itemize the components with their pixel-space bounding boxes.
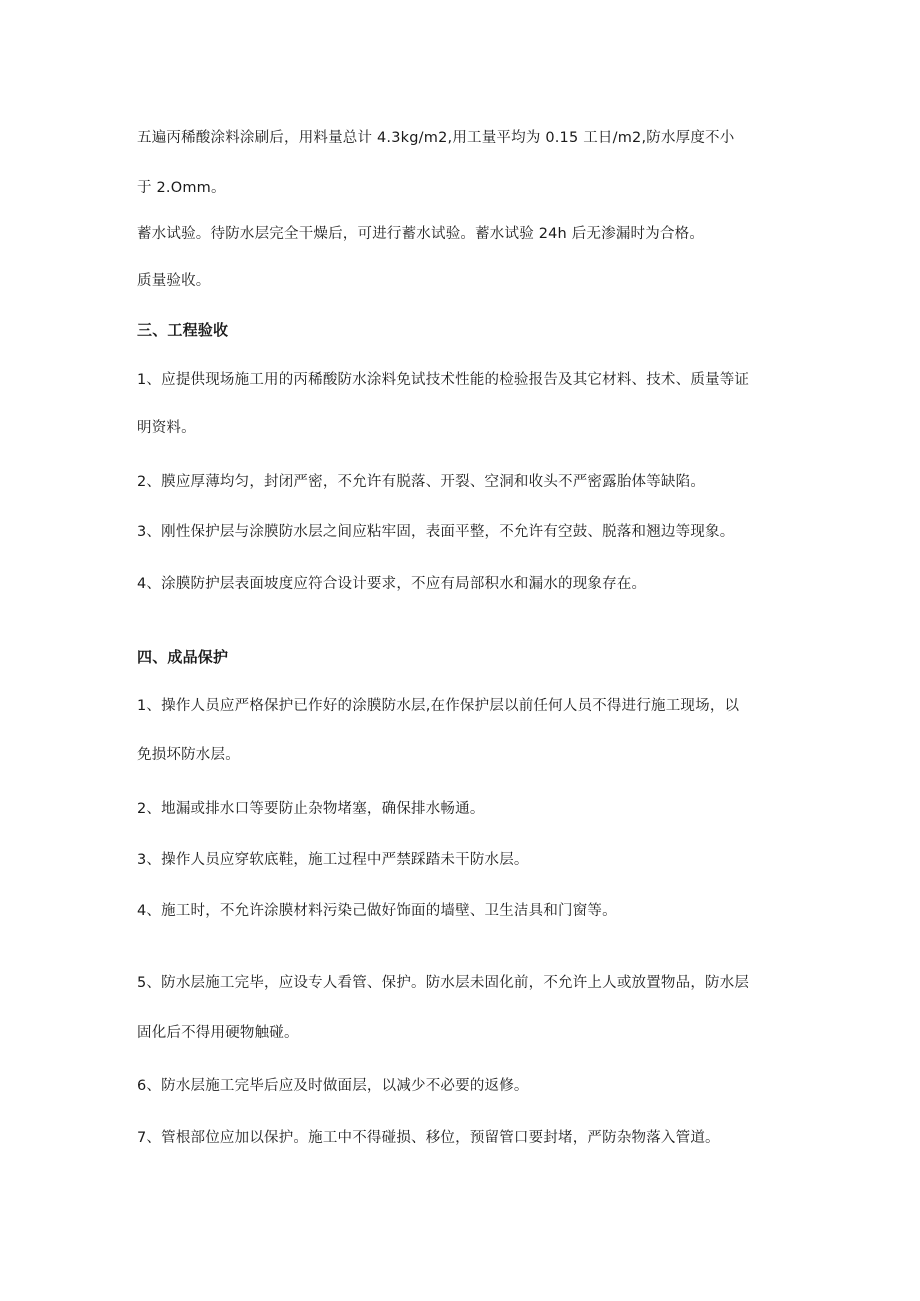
section-4-title: 四、成品保护: [137, 648, 229, 666]
intro-line-2: 于 2.Omm。: [137, 180, 226, 196]
section-3-title: 三、工程验收: [137, 321, 229, 339]
section-4-item-1-line-2: 免损坏防水层。: [137, 747, 240, 763]
section-4-item-6: 6、防水层施工完毕后应及时做面层，以减少不必要的返修。: [137, 1078, 529, 1094]
section-4-item-7: 7、管根部位应加以保护。施工中不得碰损、移位，预留管口要封堵，严防杂物落入管道。: [137, 1130, 720, 1146]
water-test-text: 蓄水试验。待防水层完全干燥后，可进行蓄水试验。蓄水试验 24h 后无渗漏时为合格。: [137, 226, 705, 242]
section-4-item-4: 4、施工时，不允许涂膜材料污染己做好饰面的墙壁、卫生洁具和门窗等。: [137, 903, 617, 919]
section-4-item-5-line-1: 5、防水层施工完毕，应设专人看管、保护。防水层未固化前，不允许上人或放置物品，防水层: [137, 975, 750, 991]
section-3-item-2: 2、膜应厚薄均匀，封闭严密，不允许有脱落、开裂、空洞和收头不严密露胎体等缺陷。: [137, 474, 706, 490]
section-3-item-1-line-1: 1、应提供现场施工用的丙稀酸防水涂料免试技术性能的检验报告及其它材料、技术、质量等证: [137, 372, 750, 388]
intro-line-1: 五遍丙稀酸涂料涂刷后，用料量总计 4.3kg/m2,用工量平均为 0.15 工日/m2,防水厚度不小: [137, 130, 735, 146]
quality-text: 质量验收。: [137, 273, 211, 289]
section-4-item-3: 3、操作人员应穿软底鞋，施工过程中严禁踩踏未干防水层。: [137, 852, 529, 868]
section-4-item-5-line-2: 固化后不得用硬物触碰。: [137, 1025, 299, 1041]
section-3-item-4: 4、涂膜防护层表面坡度应符合设计要求，不应有局部积水和漏水的现象存在。: [137, 576, 647, 592]
section-3-item-3: 3、刚性保护层与涂膜防水层之间应粘牢固，表面平整，不允许有空鼓、脱落和翘边等现象。: [137, 524, 735, 540]
section-3-item-1-line-2: 明资料。: [137, 420, 196, 436]
section-4-item-2: 2、地漏或排水口等要防止杂物堵塞，确保排水畅通。: [137, 801, 485, 817]
section-4-item-1-line-1: 1、操作人员应严格保护已作好的涂膜防水层,在作保护层以前任何人员不得进行施工现场，以: [137, 698, 740, 714]
